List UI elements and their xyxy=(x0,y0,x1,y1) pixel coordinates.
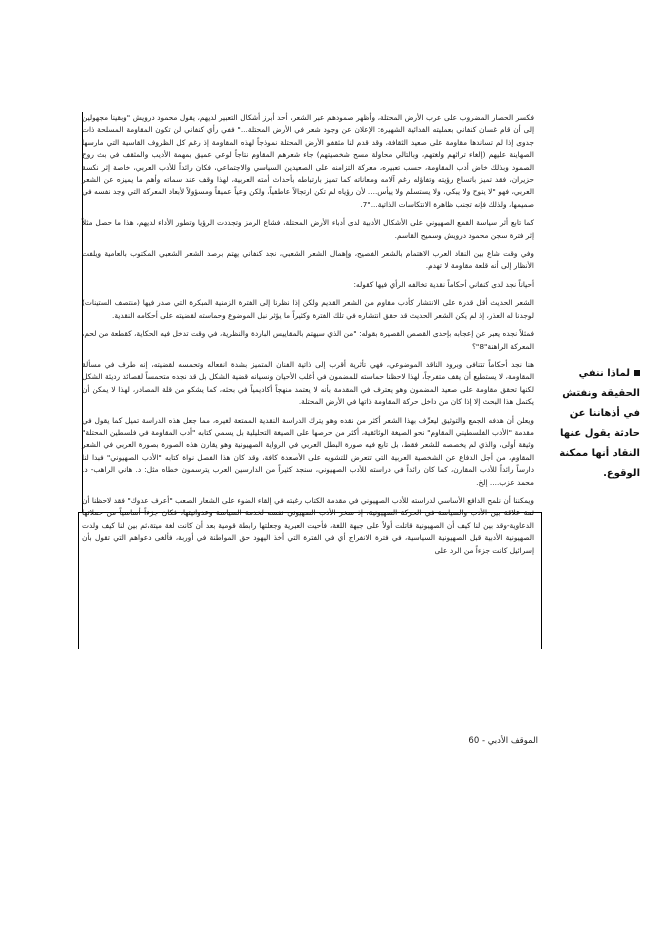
pull-quote-line-3: في أذهاننا عن xyxy=(569,408,640,419)
paragraph-8: ويعلن أن هدفه الجمع والتوثيق ليعرِّف بهذا الشعر أكثر من نقده وهو يترك الدراسة النقدية الممتعة لغيره، مما جعل هذه الدراسة تميل كما يقول في مقدمة "الأدب الفلسطيني المقاوم" نحو الصيغة الوثائقية، أكثر من حرصها على الصيغة التحليلية بل يسمي كتابه "أدب المقاومة في فلسطين المحتلة" وثيقة أولى، والذي لم يخصصه للشعر فقط، بل تابع فيه صورة البطل العربي في الرواية الصهيونية وهو يقارن هذه الصورة بصورة العربي في الشعر المقاوم، من أجل الدفاع عن الشخصية العربية التي تتعرض للتشويه على الأصعدة كافة، وقد كان هذا الفصل نواة كتابه "الأدب الصهيوني" فبدا لنا دارساً رائداً للأدب المقارن، كما كان رائداً في دراسته للأدب الصهيوني، سنجد كثيراً من الدارسين العرب يترسمون خطاه مثل: د. هاني الراهب- د. محمد عزب.... إلخ. xyxy=(82,415,534,487)
page-footer: الموقف الأدبي - 60 xyxy=(468,736,538,746)
paragraph-1: فكسر الحصار المضروب على عرب الأرض المحتلة، وأظهر صمودهم عبر الشعر، أحد أبرز أشكال التعبير لديهم، يقول محمود درويش "وبقينا مجهولين إلى أن قام غسان كنفاني بعمليته الفدائية الشهيرة: الإعلان عن وجود شعر في الأرض المحتلة..." ففي رأي كنفاني لن تكون المقاومة المسلحة ذات جدوى إذا لم تساندها مقاومة على صعيد الثقافة، وقد قدم لنا مثقفو الأرض المحتلة نموذجاً لهذه المقاومة إذ رغم كل الظروف القاسية التي مارسها الصهاينة عليهم (إلغاء تراثهم ولغتهم، وبالتالي محاولة مسح شخصيتهم) جاء شعرهم المقاوم نتاجاً لوعي عميق بمهمة الأديب والمثقف في بث روح الصمود وبذلك خاض أدب المقاومة، حسب تعبيره، معركة التزامنه على الصعيدين السياسي والاجتماعي، فكان رائداً للأدب العربي، خاصة إثر نكسة حزيران، فقد تميز باتساع رؤيته وتفاؤله رغم آلامه ومعاناته كما تميز بارتباطه بأحداث أمته العربية، لهذا وقف عند سماته وأهم ما يميزه عن الشعر العربي، فهو "لا ينوح ولا يبكي، ولا يستسلم ولا ييأس.... لأن رؤياه لم تكن ارتجالاً عاطفياً، ولكن وعياً عميقاً ومسؤولاً لأبعاد المعركة التي وجد نفسه في صميمها، ولذلك فإنه تجنب ظاهرة الانتكاسات الذاتية..."7. xyxy=(82,113,534,209)
pull-quote-line-6: الوقوع. xyxy=(603,468,640,479)
paragraph-4: أحياناً نجد لدى كنفاني أحكاماً نقدية تخالفه الرأي فيها كقوله: xyxy=(353,279,534,289)
paragraph-3: وفي وقت شاع بين النقاد العرب الاهتمام بالشعر الفصيح، وإهمال الشعر الشعبي، نجد كنفاني يهتم برصد الشعر الشعبي المكتوب بالعامية ويلفت الأنظار إلى أنه قلعة مقاومة لا تهدم. xyxy=(82,249,534,271)
square-bullet-icon xyxy=(634,370,640,376)
pull-quote-line-5: النقاد أنها ممكنة xyxy=(559,448,640,459)
article-body xyxy=(82,112,534,563)
paragraph-5: الشعر الحديث أقل قدرة على الانتشار كأدب مقاوم من الشعر القديم ولكن إذا نظرنا إلى الفترة الزمنية المبكرة التي صدر فيها (منتصف الستينات) لوجدنا له العذر، إذ لم يكن الشعر الحديث قد حقق انتشاره في تلك الفترة وكثيراً ما يؤثر نبل الموضوع وحماسته لقضيته على أحكامه النقدية. xyxy=(82,298,534,320)
paragraph-7: هنا نجد أحكاماً تتنافى وبرود الناقد الموضوعي، فهي تأثرية أقرب إلى ذاتية الفنان المتميز بشدة انفعاله وتحمسه لقضيته، إنه طرف في مسألة المقاومة، لا يستطيع أن يقف متفرجاً، لهذا لاحظنا حماسته للمضمون في أغلب الأحيان ونسيانه قضية الشكل بل قد نجده متحمساً لقصائد رديئة الشكل لكنها تحقق مقاومة على صعيد المضمون وهو يعترف في المقدمة بأنه لا يعتمد منهجاً أكاديمياً في بحثه، كما يشكو من قلة المصادر، لهذا لا يمكن أن يكتمل هذا البحث إلا إذا كان من داخل حركة المقاومة ذاتها في الأرض المحتلة. xyxy=(82,359,534,407)
pull-quote-line-2: الحقيقة ونفتش xyxy=(562,388,640,399)
paragraph-2: كما تابع أثر سياسة القمع الصهيوني على الأشكال الأدبية لدى أدباء الأرض المحتلة، فشاع الرمز وتجددت الرؤيا وتطور الأداء لديهم، هذا ما حصل مثلاً إثر فترة سجن محمود درويش وسميح القاسم. xyxy=(82,218,534,240)
paragraph-9: ويمكننا أن نلمح الدافع الأساسي لدراسته للأدب الصهيوني في مقدمة الكتاب رغبته في إلقاء الضوء على الشعار الصعب "أعرف عدوك" فقد لاحظنا أن ثمة علاقة بين الأدب والسياسة في الحركة الصهيونية، إذ سخر الأدب الصهيوني نفسه لخدمة السياسة وعدوانيتها، فكان جزءاً أساسياً من حملاتها الدعاوية-وقد بين لنا كيف أن الصهيونية قاتلت أولاً على جبهة اللغة، فأحيت العبرية وجعلتها رابطة قومية بعد أن كانت لغة ميتة،ثم بين لنا كيف ولدت الصهيونية الأدبية قبل الصهيونية السياسية، في فترة الانفراج أي في الفترة التي أخذ اليهود حق المواطنة في أوربة، فألغى دعواهم التي تقول بأن إسرائيل كانت جزءاً من الرد على xyxy=(82,495,534,555)
pull-quote-line-1: لماذا ننفي xyxy=(552,364,640,384)
pull-quote-line-4: حادثة يقول عنها xyxy=(559,428,640,439)
paragraph-6: فمثلاً نجده يعبر عن إعجابه بإحدى القصص القصيرة بقوله: "من الذي سيهتم بالمقاييس الباردة والنظرية، في وقت تدخل فيه الحكاية، كقطعة من لحم، المعركة الراهنة"8"؟ xyxy=(82,329,534,351)
pull-quote xyxy=(552,364,640,484)
